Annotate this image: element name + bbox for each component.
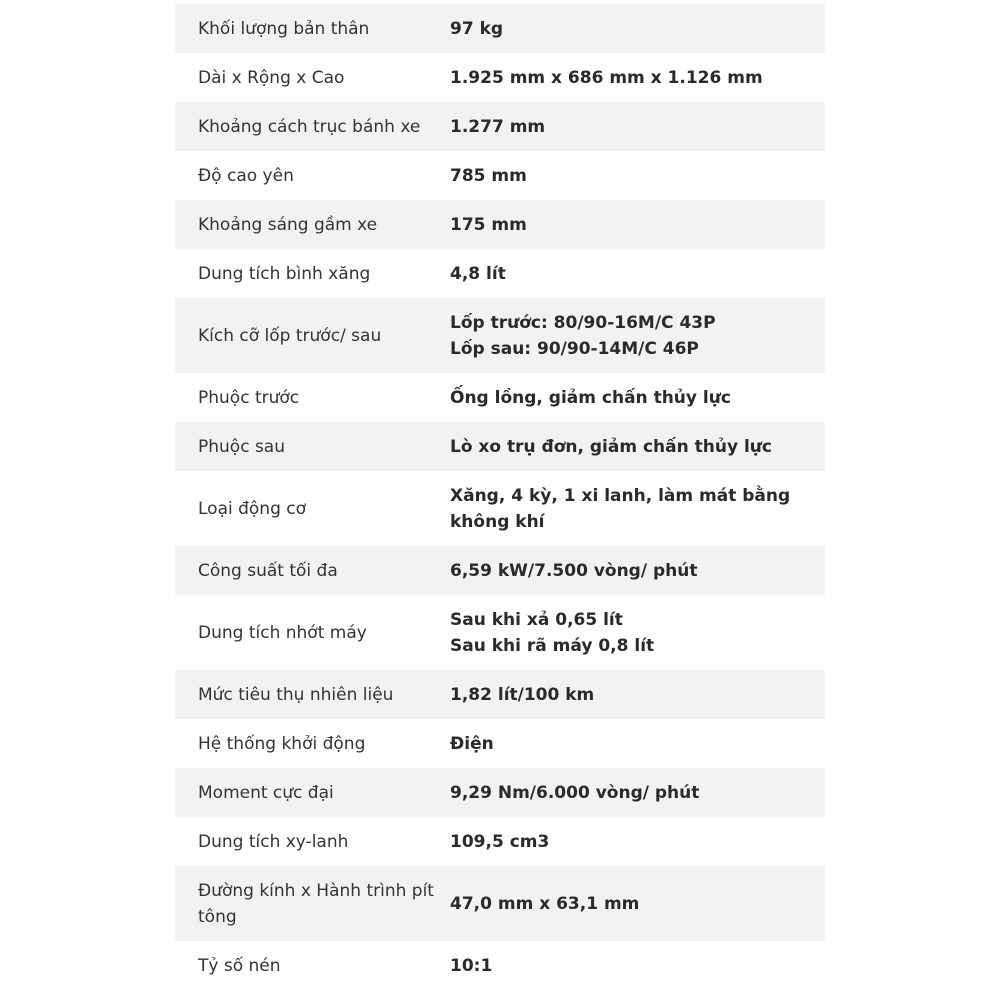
spec-label: Kích cỡ lốp trước/ sau [198,325,382,346]
spec-label: Tỷ số nén [198,955,281,976]
spec-value: 4,8 lít [450,263,506,284]
spec-table [175,4,825,990]
spec-row [175,102,825,151]
spec-row [175,249,825,298]
spec-label: Công suất tối đa [198,560,338,581]
spec-label: Loại động cơ [198,498,307,519]
spec-value: 1,82 lít/100 km [450,684,595,705]
spec-label: Phuộc trước [198,387,300,408]
spec-value: 9,29 Nm/6.000 vòng/ phút [450,782,700,803]
spec-value: Sau khi xả 0,65 lít Sau khi rã máy 0,8 lít [450,609,655,656]
spec-value: Lốp trước: 80/90-16M/C 43P Lốp sau: 90/90-14M/C 46P [450,312,716,359]
spec-label: Đường kính x Hành trình pít tông [198,880,434,927]
spec-value: Điện [450,733,494,754]
spec-label: Khoảng sáng gầm xe [198,214,378,235]
spec-row [175,546,825,595]
spec-row [175,200,825,249]
spec-row [175,817,825,866]
spec-row [175,53,825,102]
spec-value: 6,59 kW/7.500 vòng/ phút [450,560,698,581]
spec-row [175,768,825,817]
spec-row [175,4,825,53]
spec-row [175,298,825,373]
spec-row [175,595,825,670]
spec-value: 785 mm [450,165,527,186]
spec-label: Độ cao yên [198,165,294,186]
spec-row [175,151,825,200]
spec-label: Dài x Rộng x Cao [198,67,345,88]
spec-row [175,471,825,546]
spec-label: Mức tiêu thụ nhiên liệu [198,684,394,705]
spec-label: Dung tích nhớt máy [198,622,367,643]
spec-row [175,670,825,719]
spec-value: Ống lồng, giảm chấn thủy lực [450,387,731,408]
spec-value: 109,5 cm3 [450,831,550,852]
spec-value: 175 mm [450,214,527,235]
spec-value: 1.277 mm [450,116,546,137]
spec-value: 1.925 mm x 686 mm x 1.126 mm [450,67,763,88]
spec-label: Khoảng cách trục bánh xe [198,116,421,137]
spec-row [175,373,825,422]
spec-row [175,719,825,768]
spec-value: Lò xo trụ đơn, giảm chấn thủy lực [450,436,772,457]
spec-value: 10:1 [450,955,493,976]
spec-label: Hệ thống khởi động [198,733,366,754]
spec-label: Dung tích xy-lanh [198,831,349,852]
spec-value: 47,0 mm x 63,1 mm [450,893,640,914]
spec-label: Dung tích bình xăng [198,263,371,284]
spec-row [175,866,825,941]
spec-value: Xăng, 4 kỳ, 1 xi lanh, làm mát bằng không khí [450,485,791,532]
spec-value: 97 kg [450,18,504,39]
spec-label: Moment cực đại [198,782,334,803]
spec-row [175,941,825,990]
spec-label: Phuộc sau [198,436,286,457]
spec-row [175,422,825,471]
spec-label: Khối lượng bản thân [198,18,370,39]
